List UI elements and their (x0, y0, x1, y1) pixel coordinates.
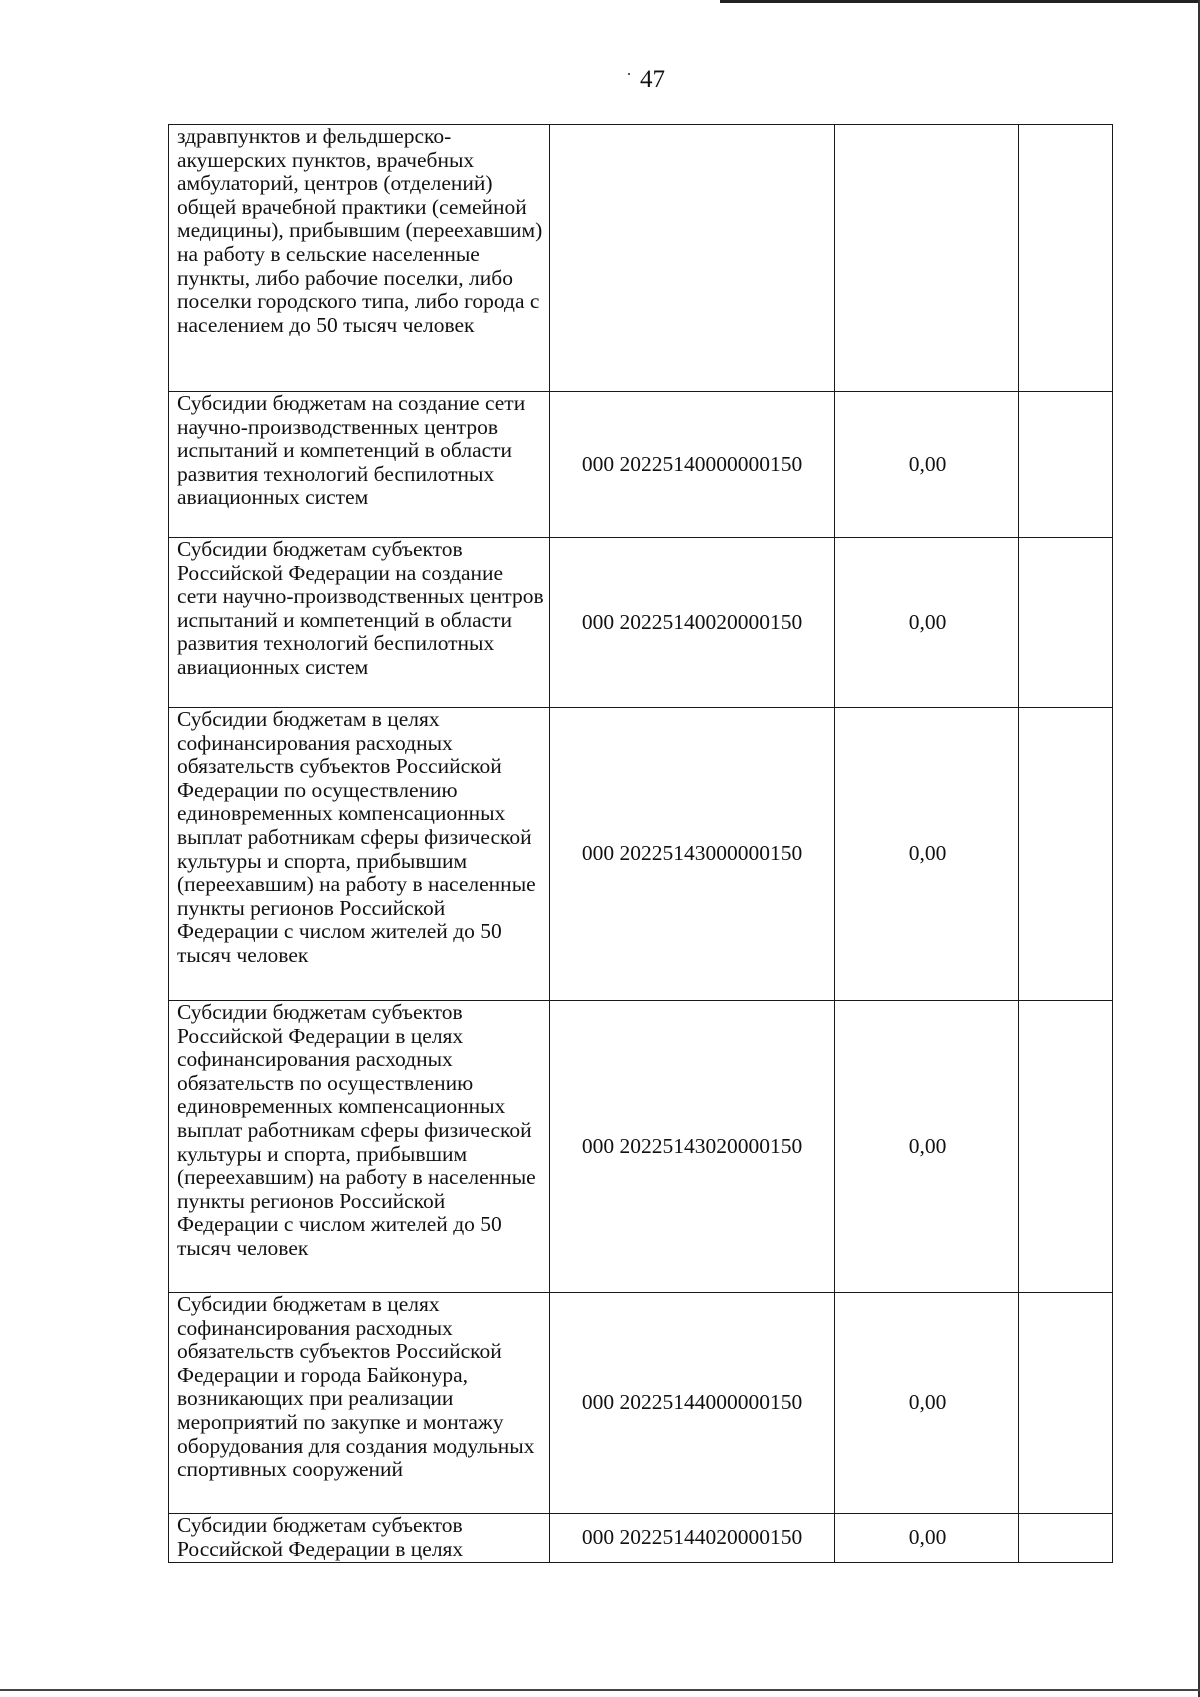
page-number: 47 (640, 66, 665, 93)
income-name-cell: Субсидии бюджетам субъектов Российской Федерации в целях (169, 1514, 550, 1563)
extra-cell (1019, 125, 1113, 392)
extra-cell (1019, 1514, 1113, 1563)
income-name-cell: Субсидии бюджетам в целях софинансирования расходных обязательств субъектов Российской Федерации и города Байконура, возникающих при реализации мероприятий по закупке и монтажу оборудования для создания модульных спортивных сооружений (169, 1293, 550, 1514)
amount-cell: 0,00 (835, 392, 1019, 538)
budget-code-cell: 000 20225144020000150 (550, 1514, 835, 1563)
income-name-cell: Субсидии бюджетам в целях софинансирования расходных обязательств субъектов Российской Федерации по осуществлению единовременных компенсационных выплат работникам сферы физической культуры и спорта, прибывшим (переехавшим) на работу в населенные пункты регионов Российской Федерации с числом жителей до 50 тысяч человек (169, 708, 550, 1001)
budget-code-cell: 000 20225143000000150 (550, 708, 835, 1001)
income-name-cell: Субсидии бюджетам субъектов Российской Федерации в целях софинансирования расходных обязательств по осуществлению единовременных компенсационных выплат работникам сферы физической культуры и спорта, прибывшим (переехавшим) на работу в населенные пункты регионов Российской Федерации с числом жителей до 50 тысяч человек (169, 1001, 550, 1293)
budget-code-cell: 000 20225144000000150 (550, 1293, 835, 1514)
table-row (169, 1514, 1113, 1563)
table-row (169, 1001, 1113, 1293)
income-name-cell: здравпунктов и фельдшерско-акушерских пунктов, врачебных амбулаторий, центров (отделений) общей врачебной практики (семейной медицины), прибывшим (переехавшим) на работу в сельские населенные пункты, либо рабочие поселки, либо поселки городского типа, либо города с населением до 50 тысяч человек (169, 125, 550, 392)
budget-code-cell (550, 125, 835, 392)
table-row (169, 1293, 1113, 1514)
extra-cell (1019, 1001, 1113, 1293)
scan-edge-bottom (0, 1689, 1200, 1691)
budget-code-cell: 000 20225140000000150 (550, 392, 835, 538)
budget-code-cell: 000 20225140020000150 (550, 538, 835, 708)
amount-cell: 0,00 (835, 1293, 1019, 1514)
extra-cell (1019, 392, 1113, 538)
scan-speck (628, 73, 630, 75)
income-name-cell: Субсидии бюджетам субъектов Российской Федерации на создание сети научно-производственных центров испытаний и компетенций в области развития технологий беспилотных авиационных систем (169, 538, 550, 708)
table-row (169, 708, 1113, 1001)
income-name-cell: Субсидии бюджетам на создание сети научно-производственных центров испытаний и компетенций в области развития технологий беспилотных авиационных систем (169, 392, 550, 538)
amount-cell: 0,00 (835, 538, 1019, 708)
table-row (169, 538, 1113, 708)
budget-table (168, 124, 1113, 1563)
budget-code-cell: 000 20225143020000150 (550, 1001, 835, 1293)
table-row (169, 392, 1113, 538)
amount-cell: 0,00 (835, 1514, 1019, 1563)
extra-cell (1019, 538, 1113, 708)
extra-cell (1019, 1293, 1113, 1514)
amount-cell: 0,00 (835, 708, 1019, 1001)
amount-cell: 0,00 (835, 1001, 1019, 1293)
extra-cell (1019, 708, 1113, 1001)
scan-edge-top (720, 0, 1200, 3)
table-row (169, 125, 1113, 392)
amount-cell (835, 125, 1019, 392)
